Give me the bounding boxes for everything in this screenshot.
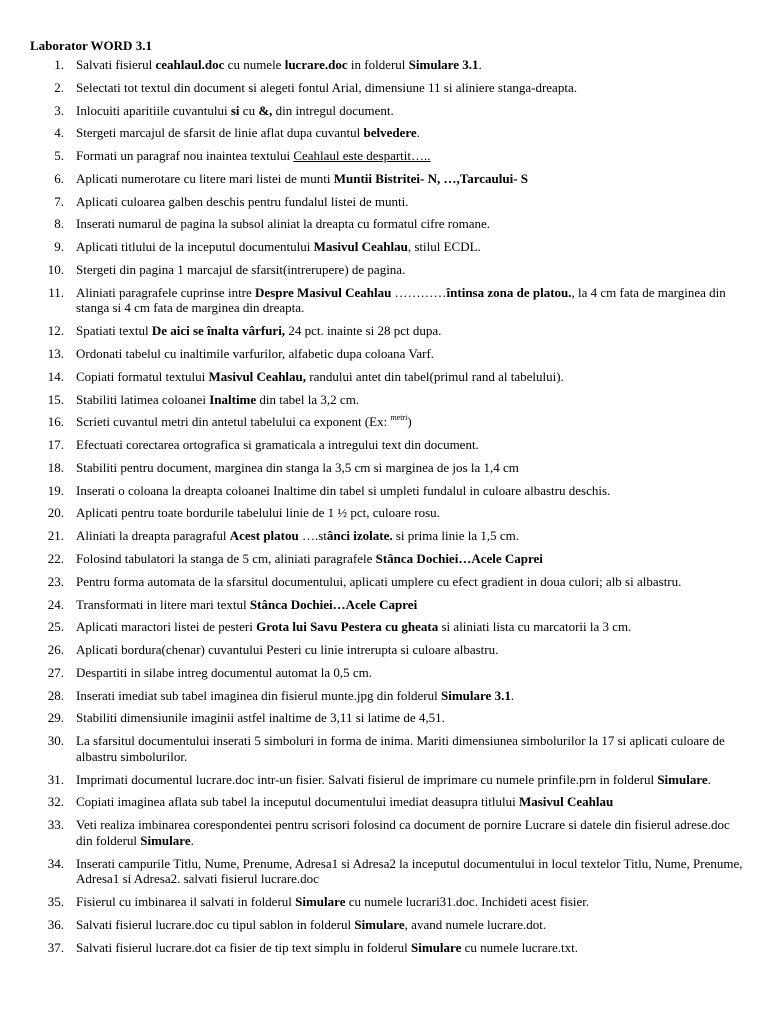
- text-run: Salvati fisierul lucrare.doc cu tipul sablon in folderul: [76, 916, 355, 932]
- task-number: 31.: [47, 771, 64, 787]
- task-number: 30.: [47, 733, 64, 749]
- task-text: [76, 414, 412, 429]
- task-item: [30, 437, 744, 453]
- text-run: si prima linie la 1,5 cm.: [392, 528, 519, 544]
- bold-text: Masivul Ceahlau,: [208, 368, 307, 384]
- text-run: Copiati imaginea aflata sub tabel la inceputul documentului imediat deasupra titlului: [76, 794, 519, 810]
- text-run: .: [510, 687, 515, 703]
- text-run: …………: [391, 284, 447, 300]
- bold-text: ânci izolate.: [326, 528, 393, 544]
- text-run: La sfarsitul documentului inserati 5 simboluri in forma de inima. Mariti dimensiunea simbolurilor la 17 si aplicati culoare de albastru simbolurilor.: [76, 733, 725, 764]
- bold-text: Simulare: [657, 771, 708, 787]
- task-item: [30, 239, 744, 255]
- text-run: Formati un paragraf nou inaintea textului: [76, 148, 294, 164]
- task-number: 22.: [47, 551, 64, 566]
- text-run: Aplicati numerotare cu litere mari listei de munti: [76, 170, 334, 186]
- task-item: [30, 148, 744, 164]
- text-run: .: [416, 125, 420, 141]
- task-text: [76, 148, 431, 163]
- task-text: [76, 346, 434, 361]
- task-item: [30, 597, 744, 613]
- task-number: 20.: [47, 505, 64, 521]
- task-text: [76, 794, 613, 809]
- text-run: Stabiliti latimea coloanei: [76, 391, 210, 407]
- task-text: [76, 772, 711, 787]
- text-run: Aplicati pentru toate bordurile tabelului linie de 1 ½ pct, culoare rosu.: [76, 505, 440, 521]
- bold-text: Masivul Ceahlau: [313, 239, 408, 255]
- task-item: [30, 642, 744, 658]
- text-run: Imprimati documentul lucrare.doc intr-un fisier. Salvati fisierul de imprimare cu numele prinfile.prn in folderul: [76, 771, 658, 787]
- underlined-text: Ceahlaul este despartit…..: [293, 148, 431, 164]
- text-run: Veti realiza imbinarea corespondentei pentru scrisori folosind ca document de pornire Lucrare si datele din fisierul adrese.doc din folderul: [76, 817, 730, 848]
- task-number: 17.: [47, 437, 64, 453]
- task-item: [30, 323, 744, 339]
- task-text: [76, 894, 589, 909]
- bold-text: si: [230, 102, 240, 118]
- text-run: .: [707, 771, 711, 787]
- task-number: 4.: [54, 125, 64, 141]
- task-number: 5.: [54, 148, 64, 164]
- text-run: Stergeti din pagina 1 marcajul de sfarsit(intrerupere) de pagina.: [76, 262, 406, 278]
- superscript-text: metri: [390, 413, 408, 423]
- text-run: cu numele lucrari31.doc. Inchideti acest fisier.: [345, 893, 590, 909]
- text-run: in folderul: [347, 57, 409, 72]
- text-run: Selectati tot textul din document si alegeti fontul Arial, dimensiune 11 si aliniere stanga-dreapta.: [76, 79, 577, 95]
- bold-text: lucrare.doc: [284, 57, 348, 72]
- task-item: [30, 392, 744, 408]
- task-item: [30, 216, 744, 232]
- task-number: 19.: [47, 482, 64, 498]
- task-number: 3.: [54, 102, 64, 118]
- text-run: Aplicati maractori listei de pesteri: [76, 619, 257, 635]
- task-text: [76, 125, 420, 140]
- task-number: 7.: [54, 193, 64, 209]
- task-text: [76, 437, 479, 452]
- task-item: [30, 710, 744, 726]
- bold-text: Simulare 3.1: [441, 687, 511, 703]
- task-text: [76, 688, 514, 703]
- bold-text: Simulare: [354, 916, 405, 932]
- text-run: , la 4 cm fata de marginea din stanga si 4 cm fata de marginea din dreapta.: [76, 284, 726, 316]
- bold-text: &,: [258, 102, 273, 118]
- text-run: cu: [239, 102, 259, 118]
- task-number: 13.: [47, 345, 64, 361]
- task-number: 9.: [54, 239, 64, 255]
- bold-text: ceahlaul.doc: [155, 57, 225, 72]
- text-run: Efectuati corectarea ortografica si gramaticala a intregului text din document.: [76, 437, 479, 453]
- task-item: [30, 505, 744, 521]
- task-text: [76, 171, 528, 186]
- task-text: [76, 856, 743, 887]
- text-run: Stabiliti dimensiunile imaginii astfel inaltime de 3,11 si latime de 4,51.: [76, 710, 445, 726]
- text-run: din intregul document.: [272, 102, 394, 118]
- task-item: [30, 817, 744, 848]
- text-run: Transformati in litere mari textul: [76, 596, 250, 612]
- bold-text: Muntii Bistritei- N, …,Tarcaului- S: [333, 170, 529, 186]
- bold-text: Stânca Dochiei…Acele Caprei: [375, 551, 543, 566]
- task-number: 34.: [47, 855, 64, 871]
- task-number: 28.: [47, 687, 64, 703]
- bold-text: Acest platou: [229, 528, 299, 544]
- task-text: [76, 262, 405, 277]
- task-item: [30, 171, 744, 187]
- task-text: [76, 597, 417, 612]
- task-number: 16.: [47, 414, 64, 430]
- text-run: si aliniati lista cu marcatorii la 3 cm.: [438, 619, 632, 635]
- text-run: ): [407, 414, 412, 430]
- text-run: Aplicati bordura(chenar) cuvantului Pesteri cu linie intrerupta si culoare albastru.: [76, 642, 499, 658]
- task-number: 10.: [47, 262, 64, 278]
- text-run: Salvati fisierul lucrare.dot ca fisier de tip text simplu in folderul: [76, 939, 412, 955]
- text-run: Salvati fisierul: [76, 57, 156, 72]
- text-run: , stilul ECDL.: [407, 239, 481, 255]
- task-text: [76, 460, 519, 475]
- text-run: Copiati formatul textului: [76, 368, 209, 384]
- task-text: [76, 505, 440, 520]
- task-number: 32.: [47, 794, 64, 810]
- task-number: 14.: [47, 368, 64, 384]
- task-number: 8.: [54, 216, 64, 232]
- task-item: [30, 369, 744, 385]
- text-run: Inserati numarul de pagina la subsol aliniat la dreapta cu formatul cifre romane.: [76, 216, 491, 232]
- task-number: 37.: [47, 939, 64, 955]
- bold-text: Inaltime: [209, 391, 257, 407]
- document-title: Laborator WORD 3.1: [30, 38, 152, 53]
- task-item: [30, 733, 744, 764]
- text-run: Aliniati paragrafele cuprinse intre: [76, 284, 256, 300]
- bold-text: întinsa zona de platou.: [446, 284, 572, 300]
- bold-text: Despre Masivul Ceahlau: [255, 284, 392, 300]
- task-item: [30, 917, 744, 933]
- task-text: [76, 710, 445, 725]
- task-item: [30, 194, 744, 210]
- task-text: [76, 619, 631, 634]
- text-run: Scrieti cuvantul metri din antetul tabelului ca exponent (Ex:: [76, 414, 391, 430]
- task-number: 29.: [47, 710, 64, 726]
- text-run: Fisierul cu imbinarea il salvati in folderul: [76, 893, 296, 909]
- task-item: [30, 856, 744, 887]
- text-run: .: [478, 57, 482, 72]
- task-number: 26.: [47, 642, 64, 658]
- text-run: Inserati o coloana la dreapta coloanei Inaltime din tabel si umpleti fundalul in culoare albastru deschis.: [76, 482, 611, 498]
- bold-text: belvedere: [363, 125, 417, 141]
- text-run: Aplicati culoarea galben deschis pentru fundalul listei de munti.: [76, 193, 409, 209]
- task-item: [30, 688, 744, 704]
- task-item: [30, 619, 744, 635]
- text-run: Ordonati tabelul cu inaltimile varfurilor, alfabetic dupa coloana Varf.: [76, 345, 435, 361]
- task-number: 6.: [54, 170, 64, 186]
- task-number: 1.: [54, 57, 64, 72]
- task-text: [76, 80, 577, 95]
- task-text: [76, 285, 726, 316]
- text-run: Aliniati la dreapta paragraful: [76, 528, 230, 544]
- text-run: Folosind tabulatori la stanga de 5 cm, aliniati paragrafele: [76, 551, 376, 566]
- task-number: 23.: [47, 573, 64, 589]
- text-run: randului antet din tabel(primul rand al tabelului).: [306, 368, 564, 384]
- task-text: [76, 483, 610, 498]
- text-run: Inserati campurile Titlu, Nume, Prenume, Adresa1 si Adresa2 la inceputul documentului in locul textelor Titlu, Nume, Prenume, Adresa1 si Adresa2. salvati fisierul lucrare.doc: [76, 855, 743, 887]
- bold-text: Simulare: [295, 893, 346, 909]
- task-item: [30, 794, 744, 810]
- task-number: 33.: [47, 817, 64, 833]
- task-text: [76, 642, 498, 657]
- bold-text: Simulare: [411, 939, 462, 955]
- task-text: [76, 817, 730, 848]
- task-text: [76, 733, 725, 764]
- task-number: 11.: [48, 284, 64, 300]
- text-run: 24 pct. inainte si 28 pct dupa.: [285, 323, 442, 339]
- task-text: [76, 528, 519, 543]
- task-item: [30, 262, 744, 278]
- task-text: [76, 57, 482, 72]
- task-text: [76, 216, 490, 231]
- text-run: cu numele: [224, 57, 285, 72]
- task-item: [30, 894, 744, 910]
- task-text: [76, 194, 408, 209]
- text-run: , avand numele lucrare.dot.: [404, 916, 547, 932]
- task-item: [30, 346, 744, 362]
- task-text: [76, 917, 546, 932]
- task-item: [30, 528, 744, 544]
- task-number: 12.: [47, 323, 64, 339]
- text-run: Pentru forma automata de la sfarsitul documentului, aplicati umplere cu efect gradient in doua culori; alb si albastru.: [76, 573, 682, 589]
- task-number: 27.: [47, 664, 64, 680]
- text-run: Inlocuiti aparitiile cuvantului: [76, 102, 231, 118]
- task-number: 2.: [54, 79, 64, 95]
- task-number: 35.: [47, 893, 64, 909]
- text-run: Aplicati titlului de la inceputul documentului: [76, 239, 314, 255]
- task-text: [76, 239, 481, 254]
- task-text: [76, 103, 394, 118]
- text-run: Stergeti marcajul de sfarsit de linie aflat dupa cuvantul: [76, 125, 364, 141]
- task-item: [30, 772, 744, 788]
- text-run: ….st: [298, 528, 327, 544]
- task-item: [30, 125, 744, 141]
- task-text: [76, 369, 564, 384]
- text-run: Despartiti in silabe intreg documentul automat la 0,5 cm.: [76, 664, 373, 680]
- task-item: [30, 665, 744, 681]
- task-number: 21.: [47, 528, 64, 544]
- text-run: Stabiliti pentru document, marginea din stanga la 3,5 cm si marginea de jos la 1,4 cm: [76, 459, 519, 475]
- bold-text: De aici se înalta vârfuri,: [151, 323, 286, 339]
- task-text: [76, 551, 543, 566]
- text-run: cu numele lucrare.txt.: [461, 939, 578, 955]
- text-run: .: [190, 832, 194, 848]
- task-text: [76, 665, 372, 680]
- text-run: din tabel la 3,2 cm.: [256, 391, 360, 407]
- task-list: [30, 57, 744, 955]
- text-run: Spatiati textul: [76, 323, 152, 339]
- task-text: [76, 574, 681, 589]
- bold-text: Grota lui Savu Pestera cu gheata: [256, 619, 439, 635]
- task-item: [30, 460, 744, 476]
- task-number: 15.: [47, 391, 64, 407]
- task-item: [30, 940, 744, 956]
- task-item: [30, 285, 744, 316]
- task-text: [76, 940, 578, 955]
- task-text: [76, 323, 441, 338]
- task-number: 25.: [47, 619, 64, 635]
- task-item: [30, 483, 744, 499]
- bold-text: Simulare: [140, 832, 191, 848]
- text-run: Inserati imediat sub tabel imaginea din fisierul munte.jpg din folderul: [76, 687, 441, 703]
- bold-text: Stânca Dochiei…Acele Caprei: [249, 596, 418, 612]
- task-item: [30, 80, 744, 96]
- task-number: 18.: [47, 459, 64, 475]
- task-item: [30, 103, 744, 119]
- task-item: [30, 414, 744, 430]
- task-item: [30, 551, 744, 567]
- bold-text: Simulare 3.1: [408, 57, 479, 72]
- task-text: [76, 392, 359, 407]
- task-item: [30, 574, 744, 590]
- task-item: [30, 57, 744, 73]
- task-number: 36.: [47, 916, 64, 932]
- task-number: 24.: [47, 596, 64, 612]
- bold-text: Masivul Ceahlau: [518, 794, 614, 810]
